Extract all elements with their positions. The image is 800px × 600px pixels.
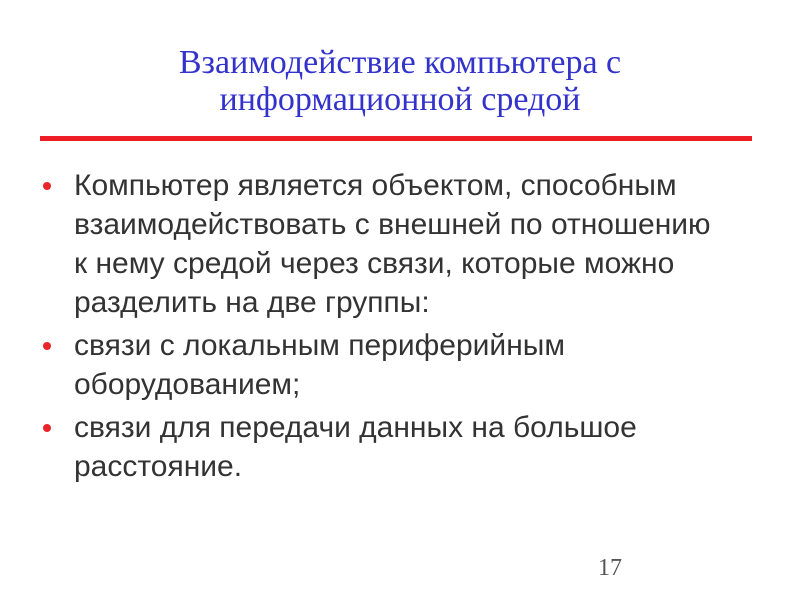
bullet-item [74,166,774,322]
bullet-dot-icon [43,424,51,432]
bullet-line: оборудованием; [74,368,301,401]
page-number: 17 [598,555,622,581]
bullet-line: связи с локальным периферийным [74,329,565,362]
bullet-line: Компьютер является объектом, способным [74,169,677,202]
title-line: информационной средой [219,81,581,118]
bullet-item [74,408,774,486]
title-underline-rule [40,136,752,141]
bullet-dot-icon [43,342,51,350]
bullet-line: разделить на две группы: [74,286,430,319]
bullet-line: взаимодействовать с внешней по отношению [74,208,711,241]
bullet-list [74,166,774,486]
bullet-dot-icon [43,182,51,190]
bullet-line: расстояние. [74,450,243,483]
bullet-item [74,326,774,404]
bullet-line: связи для передачи данных на большое [74,411,637,444]
title-line: Взаимодействие компьютера с [178,44,622,81]
slide-title [0,44,800,118]
bullet-line: к нему средой через связи, которые можно [74,247,675,280]
